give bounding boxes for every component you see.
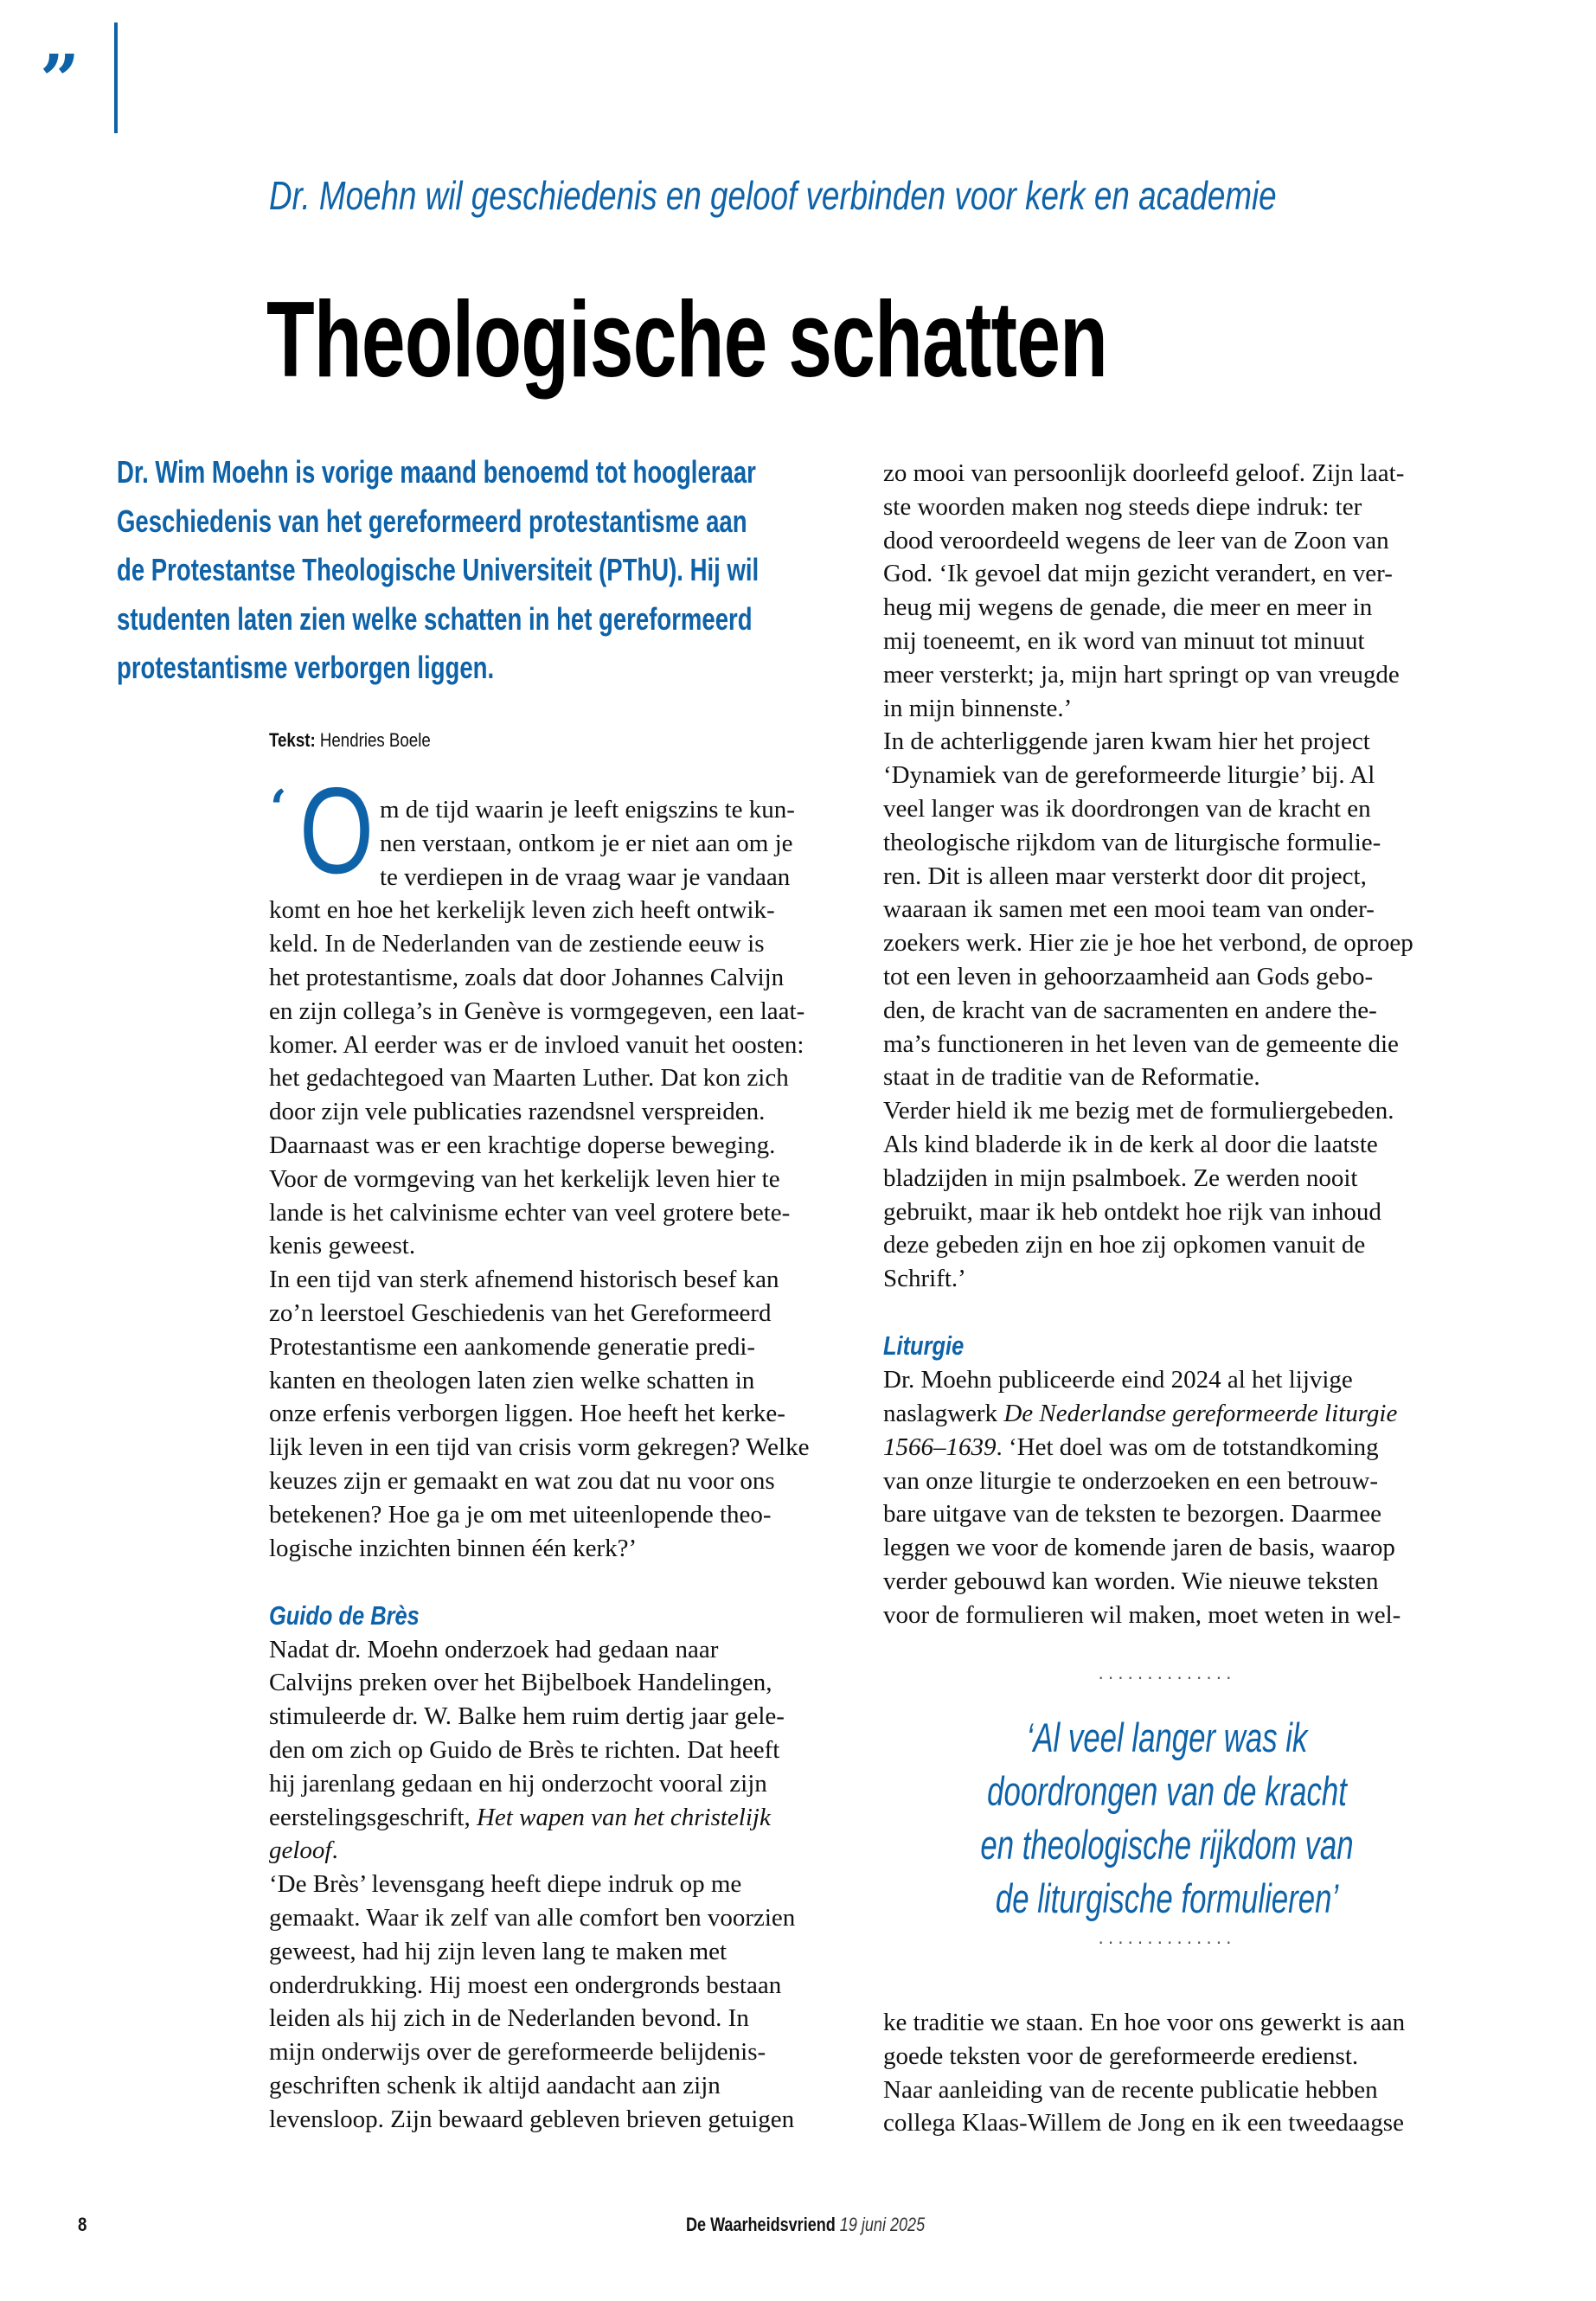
italic-title-text: geloof: [269, 1836, 332, 1865]
body-column-right: [883, 457, 1413, 1632]
section-heading-text: Liturgie: [883, 1330, 965, 1362]
paragraph-gap: [269, 1565, 809, 1599]
text-line: gebruikt, maar ik heb ontdekt hoe rijk van inhoud: [883, 1197, 1381, 1226]
pull-quote-line: doordrongen van de kracht: [987, 1768, 1347, 1814]
intro-line: Geschiedenis van het gereformeerd protestantisme aan: [117, 503, 747, 539]
italic-title-text: De Nederlandse gereformeerde liturgie: [1003, 1400, 1398, 1428]
text-line: keld. In de Nederlanden van de zestiende eeuw is: [269, 930, 765, 958]
pull-quote: [907, 1711, 1426, 1926]
text-line: mijn onderwijs over de gereformeerde belijdenis-: [269, 2038, 766, 2067]
pull-quote-line: de liturgische formulieren’: [995, 1875, 1339, 1921]
opening-quote-mark: ‘: [270, 779, 287, 836]
text-line: onderdrukking. Hij moest een ondergronds bestaan: [269, 1971, 782, 1999]
text-line: levensloop. Zijn bewaard gebleven brieven getuigen: [269, 2105, 795, 2133]
text-line: zoekers werk. Hier zie je hoe het verbond, de oproep: [883, 929, 1413, 958]
text-line: geweest, had hij zijn leven lang te maken met: [269, 1937, 727, 1965]
text-line: mij toeneemt, en ik word van minuut tot minuut: [883, 626, 1365, 655]
text-line: betekenen? Hoe ga je om met uiteenlopende theo-: [269, 1500, 772, 1529]
text-line: zo’n leerstoel Geschiedenis van het Gereformeerd: [269, 1298, 772, 1327]
text-line: In de achterliggende jaren kwam hier het project: [883, 727, 1370, 756]
section-divider-bar: [114, 22, 118, 133]
article-intro: [117, 448, 759, 693]
publication-date: 19 juni 2025: [839, 2214, 926, 2235]
text-line: staat in de traditie van de Reformatie.: [883, 1063, 1260, 1092]
text-segment: . ‘Het doel was om de totstandkoming: [996, 1433, 1379, 1461]
text-line: tot een leven in gehoorzaamheid aan Gods gebo-: [883, 962, 1374, 990]
text-line: goede teksten voor de gereformeerde eredienst.: [883, 2041, 1359, 2070]
italic-title-text: 1566–1639: [883, 1433, 997, 1461]
text-line: ‘De Brès’ levensgang heeft diepe indruk op me: [269, 1870, 742, 1899]
page-number: 8: [78, 2214, 87, 2235]
text-line: lande is het calvinisme echter van veel grotere bete-: [269, 1198, 791, 1227]
text-line: den, de kracht van de sacramenten en andere the-: [883, 996, 1377, 1024]
text-line: [883, 1431, 1413, 1465]
quote-icon: ”: [40, 39, 75, 120]
section-heading: [269, 1599, 809, 1633]
text-line: [269, 1834, 809, 1868]
text-line: heug mij wegens de genade, die meer en meer in: [883, 593, 1373, 622]
body-column-left: [269, 793, 809, 2137]
text-segment: naslagwerk: [883, 1400, 1004, 1428]
text-line: zo mooi van persoonlijk doorleefd geloof. Zijn laat-: [883, 459, 1405, 487]
text-line: In een tijd van sterk afnemend historisch besef kan: [269, 1266, 779, 1294]
text-line: komt en hoe het kerkelijk leven zich heeft ontwik-: [269, 896, 775, 925]
intro-line: protestantisme verborgen liggen.: [117, 650, 495, 685]
text-line: het protestantisme, zoals dat door Johannes Calvijn: [269, 963, 785, 991]
drop-cap: O: [299, 762, 375, 900]
text-line: verder gebouwd kan worden. Wie nieuwe teksten: [883, 1567, 1379, 1595]
intro-line: Dr. Wim Moehn is vorige maand benoemd tot hoogleraar: [117, 454, 756, 490]
text-line: kanten en theologen laten zien welke schatten in: [269, 1366, 755, 1394]
text-line: in mijn binnenste.’: [883, 694, 1073, 722]
text-line: lijk leven in een tijd van crisis vorm gekregen? Welke: [269, 1433, 810, 1462]
text-line: ren. Dit is alleen maar versterkt door dit project,: [883, 862, 1367, 890]
text-line: bladzijden in mijn psalmboek. Ze werden nooit: [883, 1163, 1358, 1192]
text-line: voor de formulieren wil maken, moet weten in wel-: [883, 1600, 1401, 1629]
text-line: ‘Dynamiek van de gereformeerde liturgie’ bij. Al: [883, 761, 1375, 790]
byline-author: Hendries Boele: [319, 729, 431, 751]
text-line: Naar aanleiding van de recente publicatie hebben: [883, 2075, 1378, 2104]
text-line: theologische rijkdom van de liturgische formulie-: [883, 828, 1381, 856]
text-line: en zijn collega’s in Genève is vormgegeven, een laat-: [269, 997, 805, 1025]
text-line: ke traditie we staan. En hoe voor ons gewerkt is aan: [883, 2009, 1406, 2036]
text-line: ma’s functioneren in het leven van de gemeente die: [883, 1029, 1399, 1058]
text-line: Daarnaast was er een krachtige doperse beweging.: [269, 1131, 776, 1159]
text-line: logische inzichten binnen één kerk?’: [269, 1534, 638, 1562]
text-line: Calvijns preken over het Bijbelboek Handelingen,: [269, 1669, 772, 1697]
text-line: [269, 1801, 809, 1835]
text-line: van onze liturgie te onderzoeken en een betrouw-: [883, 1466, 1378, 1495]
text-line: ste woorden maken nog steeds diepe indruk: ter: [883, 492, 1362, 521]
article-title: Theologische schatten: [266, 280, 1108, 400]
italic-title-text: Het wapen van het christelijk: [476, 1803, 771, 1831]
text-segment: .: [331, 1836, 338, 1865]
text-line: kenis geweest.: [269, 1232, 416, 1260]
section-heading-text: Guido de Brès: [269, 1599, 420, 1631]
text-line: gemaakt. Waar ik zelf van alle comfort ben voorzien: [269, 1904, 796, 1932]
article-kicker: Dr. Moehn wil geschiedenis en geloof verbinden voor kerk en academie: [269, 173, 1277, 218]
text-line: Voor de vormgeving van het kerkelijk leven hier te: [269, 1164, 780, 1193]
text-line: nen verstaan, ontkom je er niet aan om je: [380, 829, 793, 857]
intro-line: de Protestantse Theologische Universiteit (PThU). Hij wil: [117, 552, 760, 587]
text-line: komer. Al eerder was er de invloed vanuit het oosten:: [269, 1030, 804, 1059]
pull-quote-line: en theologische rijkdom van: [980, 1822, 1354, 1868]
pull-quote-dots-bottom: ··············: [1098, 1932, 1236, 1953]
text-line: waaraan ik samen met een mooi team van onder-: [883, 895, 1375, 924]
text-line: God. ‘Ik gevoel dat mijn gezicht verandert, en ver-: [883, 560, 1393, 588]
byline-label: Tekst:: [269, 729, 316, 751]
text-line: den om zich op Guido de Brès te richten. Dat heeft: [269, 1736, 780, 1765]
text-line: onze erfenis verborgen liggen. Hoe heeft het kerke-: [269, 1400, 785, 1428]
section-heading: [883, 1330, 1413, 1363]
text-line: Dr. Moehn publiceerde eind 2024 al het lijvige: [883, 1366, 1353, 1394]
text-line: Als kind bladerde ik in de kerk al door die laatste: [883, 1130, 1378, 1158]
pull-quote-dots-top: ··············: [1098, 1668, 1236, 1689]
text-line: Nadat dr. Moehn onderzoek had gedaan naar: [269, 1635, 719, 1663]
intro-line: studenten laten zien welke schatten in het gereformeerd: [117, 600, 753, 637]
text-line: deze gebeden zijn en hoe zij opkomen vanuit de: [883, 1231, 1366, 1259]
text-line: collega Klaas-Willem de Jong en ik een tweedaagse: [883, 2109, 1404, 2138]
text-line: keuzes zijn er gemaakt en wat zou dat nu voor ons: [269, 1466, 775, 1495]
text-line: Schrift.’: [883, 1265, 966, 1293]
text-line: stimuleerde dr. W. Balke hem ruim dertig jaar gele-: [269, 1702, 785, 1731]
text-line: bare uitgave van de teksten te bezorgen. Daarmee: [883, 1500, 1381, 1529]
text-line: Protestantisme een aankomende generatie predi-: [269, 1332, 756, 1361]
text-line: het gedachtegoed van Maarten Luther. Dat kon zich: [269, 1064, 789, 1093]
text-line: veel langer was ik doordrongen van de kracht en: [883, 794, 1371, 823]
text-line: geschriften schenk ik altijd aandacht aan zijn: [269, 2071, 721, 2099]
text-line: meer versterkt; ja, mijn hart springt op van vreugde: [883, 660, 1400, 689]
text-line: hij jarenlang gedaan en hij onderzocht vooral zijn: [269, 1769, 767, 1798]
publication-name: De Waarheidsvriend: [686, 2214, 836, 2235]
text-line: leiden als hij zich in de Nederlanden bevond. In: [269, 2004, 749, 2033]
text-line: Verder hield ik me bezig met de formuliergebeden.: [883, 1097, 1394, 1125]
text-line: leggen we voor de komende jaren de basis, waarop: [883, 1534, 1395, 1562]
text-line: door zijn vele publicaties razendsnel verspreiden.: [269, 1098, 766, 1126]
publication-footer: [686, 2213, 925, 2237]
text-line: [883, 1397, 1413, 1431]
paragraph-gap: [883, 1296, 1413, 1330]
text-line: te verdiepen in de vraag waar je vandaan: [380, 862, 791, 891]
pull-quote-line: ‘Al veel langer was ik: [1026, 1715, 1308, 1760]
text-segment: eerstelingsgeschrift,: [269, 1803, 477, 1831]
byline: [269, 729, 431, 752]
text-line: dood veroordeeld wegens de leer van de Zoon van: [883, 526, 1389, 554]
body-column-right-continued: [883, 2006, 1405, 2140]
text-line: m de tijd waarin je leeft enigszins te kun-: [380, 796, 795, 824]
